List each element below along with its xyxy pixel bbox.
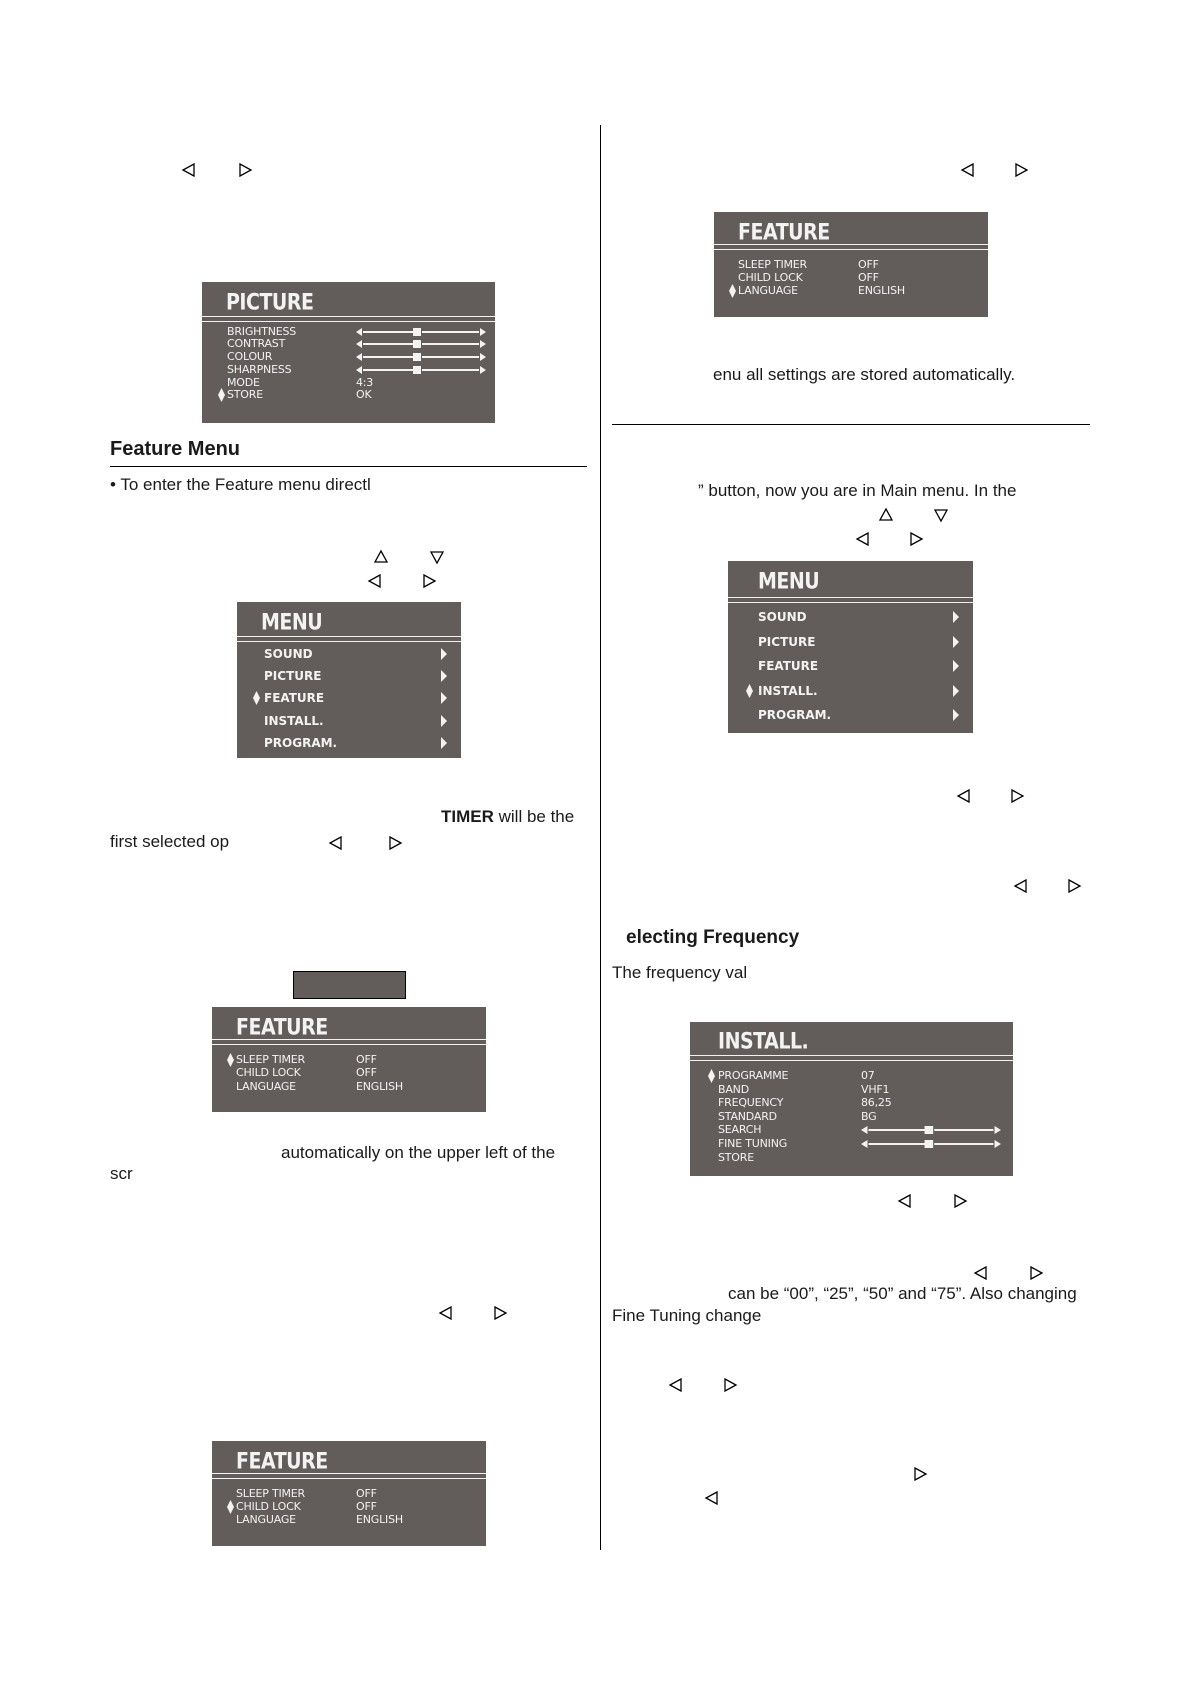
main-menu-osd bbox=[237, 602, 461, 758]
menu-row-label: STORE bbox=[718, 1151, 754, 1164]
right-triangle-icon bbox=[721, 1376, 739, 1394]
section-divider bbox=[612, 424, 1090, 425]
install-menu-osd bbox=[690, 1022, 1013, 1176]
submenu-arrow-icon bbox=[953, 709, 959, 721]
menu-row-label: CHILD LOCK bbox=[236, 1500, 301, 1513]
feature-menu-title: FEATURE bbox=[236, 1449, 328, 1475]
menu-row-label: SLEEP TIMER bbox=[236, 1487, 305, 1500]
colour-slider bbox=[356, 353, 486, 361]
picture-menu-osd bbox=[202, 282, 495, 423]
column-divider bbox=[600, 125, 601, 1550]
selecting-frequency-heading: electing Frequency bbox=[626, 927, 800, 948]
search-slider bbox=[861, 1126, 1001, 1134]
menu-row-label: STORE bbox=[227, 388, 263, 401]
right-triangle-icon bbox=[1065, 877, 1083, 895]
menu-cursor-icon bbox=[218, 388, 225, 402]
left-triangle-icon bbox=[972, 1264, 990, 1282]
menu-row-label: LANGUAGE bbox=[738, 284, 798, 297]
left-triangle-icon bbox=[703, 1489, 721, 1507]
scr-text: scr bbox=[110, 1164, 133, 1183]
left-triangle-icon bbox=[1012, 877, 1030, 895]
menu-row-value: 86,25 bbox=[861, 1096, 892, 1109]
button-text: ” button, now you are in Main menu. In the bbox=[698, 481, 1017, 500]
right-triangle-icon bbox=[1027, 1264, 1045, 1282]
menu-row-value: OFF bbox=[356, 1066, 377, 1079]
feature-menu-osd-3 bbox=[714, 212, 988, 317]
left-triangle-icon bbox=[896, 1192, 914, 1210]
menu-item-install: INSTALL. bbox=[264, 714, 324, 728]
submenu-arrow-icon bbox=[441, 737, 447, 749]
menu-row-label: LANGUAGE bbox=[236, 1513, 296, 1526]
menu-item-feature: FEATURE bbox=[264, 691, 325, 705]
menu-row-label: SEARCH bbox=[718, 1123, 762, 1136]
menu-row-value: OFF bbox=[356, 1500, 377, 1513]
osd-title-divider bbox=[728, 597, 973, 603]
contrast-slider bbox=[356, 340, 486, 348]
right-triangle-icon bbox=[911, 1465, 929, 1483]
osd-title-divider bbox=[212, 1473, 486, 1479]
menu-row-label: SHARPNESS bbox=[227, 363, 292, 376]
fine-tuning-change-text: Fine Tuning change bbox=[612, 1306, 762, 1325]
stored-text: enu all settings are stored automatically. bbox=[713, 365, 1016, 384]
menu-row-value: ENGLISH bbox=[858, 284, 905, 297]
menu-row-value: OFF bbox=[858, 258, 879, 271]
frequency-value-text: The frequency val bbox=[612, 963, 748, 982]
submenu-arrow-icon bbox=[441, 692, 447, 704]
menu-row-value: VHF1 bbox=[861, 1083, 890, 1096]
menu-item-sound: SOUND bbox=[758, 610, 807, 624]
menu-item-picture: PICTURE bbox=[264, 669, 322, 683]
down-triangle-icon bbox=[932, 506, 950, 524]
menu-item-picture: PICTURE bbox=[758, 635, 816, 649]
left-triangle-icon bbox=[180, 161, 198, 179]
main-menu-osd-right bbox=[728, 561, 973, 733]
first-selected-text: first selected op bbox=[110, 832, 230, 851]
menu-row-label: STANDARD bbox=[718, 1110, 777, 1123]
menu-cursor-icon bbox=[227, 1500, 234, 1514]
osd-title-divider bbox=[237, 636, 461, 642]
menu-row-label: BRIGHTNESS bbox=[227, 325, 297, 338]
install-menu-title: INSTALL. bbox=[718, 1029, 809, 1055]
menu-item-program: PROGRAM. bbox=[264, 736, 338, 750]
osd-title-divider bbox=[212, 1039, 486, 1045]
menu-row-value: OFF bbox=[858, 271, 879, 284]
fine-tuning-slider bbox=[861, 1140, 1001, 1148]
menu-cursor-icon bbox=[746, 684, 753, 698]
feature-menu-title: FEATURE bbox=[236, 1015, 328, 1041]
up-triangle-icon bbox=[877, 506, 895, 524]
menu-row-value: OFF bbox=[356, 1487, 377, 1500]
main-menu-title: MENU bbox=[261, 610, 323, 636]
menu-cursor-icon bbox=[729, 284, 736, 298]
left-triangle-icon bbox=[854, 530, 872, 548]
menu-row-label: PROGRAMME bbox=[718, 1069, 789, 1082]
sleep-timer-display-box bbox=[293, 971, 406, 999]
menu-row-value: OK bbox=[356, 388, 372, 401]
menu-item-install: INSTALL. bbox=[758, 684, 818, 698]
left-triangle-icon bbox=[667, 1376, 685, 1394]
right-triangle-icon bbox=[907, 530, 925, 548]
right-triangle-icon bbox=[236, 161, 254, 179]
left-triangle-icon bbox=[955, 787, 973, 805]
submenu-arrow-icon bbox=[953, 660, 959, 672]
menu-row-value: 4:3 bbox=[356, 376, 374, 389]
auto-text: automatically on the upper left of the bbox=[281, 1143, 556, 1162]
submenu-arrow-icon bbox=[953, 685, 959, 697]
picture-menu-title: PICTURE bbox=[226, 290, 314, 316]
osd-title-divider bbox=[202, 316, 495, 322]
can-be-text: can be “00”, “25”, “50” and “75”. Also changing bbox=[728, 1284, 1077, 1303]
feature-menu-heading: Feature Menu bbox=[110, 438, 241, 460]
menu-row-value: OFF bbox=[356, 1053, 377, 1066]
left-triangle-icon bbox=[327, 834, 345, 852]
menu-row-label: CONTRAST bbox=[227, 337, 286, 350]
menu-row-label: LANGUAGE bbox=[236, 1080, 296, 1093]
submenu-arrow-icon bbox=[441, 670, 447, 682]
brightness-slider bbox=[356, 328, 486, 336]
right-triangle-icon bbox=[420, 572, 438, 590]
right-triangle-icon bbox=[1012, 161, 1030, 179]
right-triangle-icon bbox=[951, 1192, 969, 1210]
sharpness-slider bbox=[356, 366, 486, 374]
menu-row-value: 07 bbox=[861, 1069, 875, 1082]
submenu-arrow-icon bbox=[441, 648, 447, 660]
submenu-arrow-icon bbox=[953, 636, 959, 648]
menu-row-label: SLEEP TIMER bbox=[738, 258, 807, 271]
menu-item-feature: FEATURE bbox=[758, 659, 819, 673]
right-triangle-icon bbox=[386, 834, 404, 852]
menu-row-label: MODE bbox=[227, 376, 260, 389]
menu-item-program: PROGRAM. bbox=[758, 708, 832, 722]
right-triangle-icon bbox=[491, 1304, 509, 1322]
menu-row-label: BAND bbox=[718, 1083, 749, 1096]
timer-line bbox=[441, 806, 574, 828]
menu-cursor-icon bbox=[708, 1069, 715, 1083]
right-triangle-icon bbox=[1008, 787, 1026, 805]
menu-row-label: CHILD LOCK bbox=[236, 1066, 301, 1079]
left-triangle-icon bbox=[437, 1304, 455, 1322]
menu-item-sound: SOUND bbox=[264, 647, 313, 661]
menu-row-label: CHILD LOCK bbox=[738, 271, 803, 284]
menu-cursor-icon bbox=[253, 691, 260, 705]
submenu-arrow-icon bbox=[953, 611, 959, 623]
feature-menu-title: FEATURE bbox=[738, 220, 830, 246]
timer-bold: TIMER bbox=[441, 807, 494, 826]
menu-row-label: SLEEP TIMER bbox=[236, 1053, 305, 1066]
timer-rest: will be the bbox=[493, 807, 575, 826]
heading-underline bbox=[110, 466, 587, 467]
menu-row-label: FINE TUNING bbox=[718, 1137, 788, 1150]
menu-cursor-icon bbox=[227, 1053, 234, 1067]
menu-row-label: COLOUR bbox=[227, 350, 273, 363]
main-menu-title: MENU bbox=[758, 569, 820, 595]
feature-menu-osd-2 bbox=[212, 1441, 486, 1546]
feature-enter-text: • To enter the Feature menu directl bbox=[110, 475, 371, 494]
submenu-arrow-icon bbox=[441, 715, 447, 727]
menu-row-label: FREQUENCY bbox=[718, 1096, 784, 1109]
osd-title-divider bbox=[690, 1055, 1013, 1061]
osd-title-divider bbox=[714, 244, 988, 250]
left-triangle-icon bbox=[959, 161, 977, 179]
menu-row-value: BG bbox=[861, 1110, 877, 1123]
feature-menu-osd-1 bbox=[212, 1007, 486, 1112]
left-triangle-icon bbox=[366, 572, 384, 590]
up-triangle-icon bbox=[372, 548, 390, 566]
menu-row-value: ENGLISH bbox=[356, 1080, 403, 1093]
menu-row-value: ENGLISH bbox=[356, 1513, 403, 1526]
down-triangle-icon bbox=[428, 548, 446, 566]
